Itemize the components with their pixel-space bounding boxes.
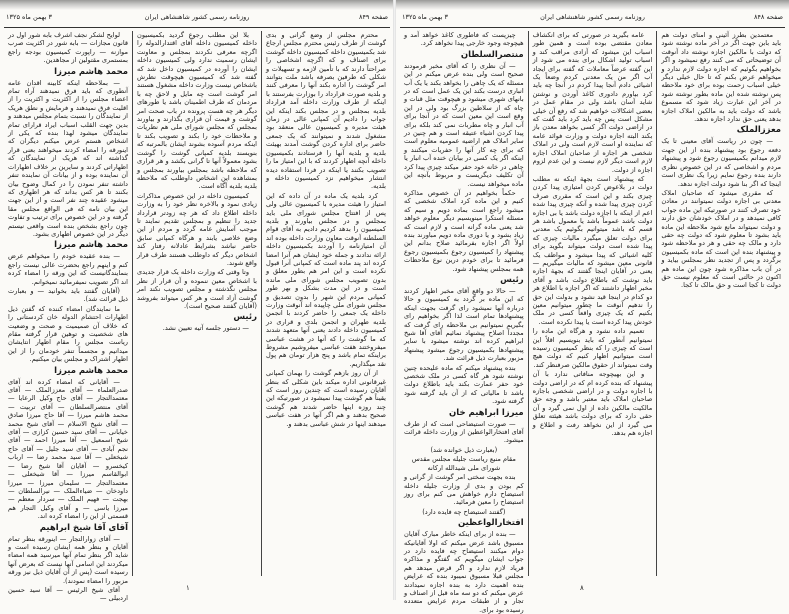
paragraph: — بنده از برای اینکه خاطر مبارک آقایان مسبوق باشد عرض میکنم که اولا آقایانیکه دوام میکنند استیضاح چه فایده دارد در جواب ایشان میگویم که گفتگو و مذاکره فریاد لازم ندارد و اگر قرض میدهد هم مجلس قبلا مسبوق نمیبود بنده که عرایض بنده اهمیت دارد به بنده اجازه نمیدادند عرض میکنم که دو سه ماه قبل از اصناف و تجار و از طبقات مردم عرایض متعدده رسیده بود برای. xyxy=(403,530,524,614)
paragraph: — دستور جلسه آتیه تعیین نشد. xyxy=(162,324,249,333)
newspaper-title: روزنامه رسمی کشور شاهنشاهی ایران xyxy=(540,13,645,21)
issue-date: ۳ بهمن ماه ۱۳۲۵ xyxy=(402,13,449,21)
paragraph: وتا وقتی که وزارت داخله یک قرار جدیدی با اشخاص معین ننموده و آن قرار از نظر مجلس نگذشته و مجلس تصویب نکند امر گوشت آزاد است و هر کس میتواند بفروشد (آقایان گفتند صحیح است). xyxy=(137,268,257,310)
paragraph: کمیسیون داخله در این خصوص مذاکرات زیادی نمود و بالاخره نظر خود را به وزارت داخله اطلاع داد که هر چه زودتر قرارداد جدید را تنظیم و بمجلس تقدیم نمایند تا موجب آسایش عامه گردد و مردم از این وضع خلاصی یابند و هرگاه کمپانی سابق حاضر نباشد بشرایط عادلانه رفتار کند اشخاص دیگر که داوطلب هستند طرف قرار واقع شوند. xyxy=(137,191,257,267)
text-column xyxy=(400,31,529,614)
paragraph: بنده بجهت سختی امر گوشت از گرانی و کم بودن و بدی از وزارت جلیله داخله استیضاح دارم خواهش می کنم برای روز استیضاح را معین فرمائید. xyxy=(403,473,524,507)
paragraph: (گفتند استیضاح چه فایده دارد) xyxy=(422,507,506,516)
paragraph: معتمدین بطرز آئینی و امنای دولت هم باید بابن جهت اگر در آخر ماده نوشته شود که دولت با مالکین اجازه نوشته داد آنوقت آن توضیحاتی که می کنند رفع نمیشود و اگر بخواهیم بگوئیم که اجازه دولت لازم ندارد و میخواهم عرض بکنم که تا حال خیلی دیگر خیلی اسباب زحمت بوده برای خود ملاحظه پس نوشته شده این ماده بطور نوشته شود در آخر این عبارت زیاد شود که مسموع باشد که دولت باید به مالکین املاک اجازه بدهد یعنی حق ندارد اجازه ندهد. xyxy=(661,31,781,124)
paragraph: چیزیست که فاطوری کاغذ خواهد آمد و هیچوجه وجود خارجی پیدا نخواهد کرد. xyxy=(403,31,524,48)
paragraph: (آقایان گفتند باید بخوانید — و بعبارت ذیل قرائت شد). xyxy=(8,286,128,304)
paragraph: — چون در ریاست آقای معینی تا یک دفعه رجوع بود پیشنهاد بنده از این جهت لازم میدانم بکمیسیون رجوع شود و پیشنهاد مردم و اشخاصی که در این خصوص نظری دارند بنده رجوع نمایم زیرا یک نظری است اینجا که اگر بنا شود دولت اجازه ندهد. xyxy=(661,137,781,188)
paragraph: — بنده عقیده خودم را میخواهم عرض کنم و اینهم راجع بحضرت عالی نیست راجع بنمایندگانیست که این ورقه را امضاء کرده اند اگر تصویب نمیفرمائید نمیخوانم. xyxy=(8,252,128,286)
header-rule xyxy=(4,27,390,28)
speaker-heading: میرزا ابراهیم خان xyxy=(449,407,524,418)
paragraph: — حالا دو واقع آقای مخبر اظهار کردند که این ماده بر گردد به کمیسیون و حالا درباره آنها نمیشود رای گرفت بجهت اینکه پیشنهادها تمام است لذا اگر بخواهیم رای بگیریم نمیتوانیم بی ملاحظه رای گرفت که مجدداً اصلاح پیشنهاد نمائیم آقای آقا شیخ ابراهیم کرده اند نوشته میشود با سایر پیشنهادها بکمیسیون رجوع میشود پیشنهاد مزبور بعبارت ذیل قرائت شد. xyxy=(403,286,524,363)
paragraph: — آن نظری را که آقای مخبر فرمودند صحیح است ولی بنده عرض میکنم در این مسئله که یک چاهی را بخواهد بکند یا یک آب انباری درست بکند این یک عمل است که در بانهای شهری میشود و هیچوقت مثل قنات و چاه که از سلاطین بزرگ بود ولی در این وقع است این معین است که در آنجا برای آب انبار و چاه مطربات نمی کند بلکه برای پیدا کردن اشیاء عتیقه است و هم چنین در سایر املاک هم اراضیه عمومیه معلوم است که برای چه کار آنها را حفریات میکنند و اینکه اگر یک کسی در بیابان خنده آب انبار یا چاهی در خانه خود حفر میکند چیزی پیدا کرد آن تکلیف دیگریست و مربوط بآنچه این ماده میخواهد نیست. xyxy=(403,61,524,188)
paragraph: بنده پیشنهاد میکنم که ماده علیحده چنین نوشته شود هر گاه کسی در ملک شخصی خود حفر عمارت بکند باید باطلاع دولت باشد تا مالیاتی که از آن باید گرفته شود گرفته شود. xyxy=(403,363,524,406)
page-number: صفحه ۸۴۹ xyxy=(358,13,388,21)
text-column xyxy=(133,31,262,576)
speaker-heading: معززالملک xyxy=(736,125,781,136)
paragraph: از آن روز بازهم گوشت را بهمان کمپانی غیرقانونی اداره میکند باین شکلی که بنظر آقایان رسیده است که چندین روز است که یقیناً هم گوشت پیدا نمیشود در صورتیکه این چند روزه اینها حاضر شدند هم گوشت صحیح بدهند و هم اگر آنها در هفت عباسی میدهند اینها در شش عباسی بدهند و. xyxy=(266,369,386,428)
newspaper-title: روزنامه رسمی کشور شاهنشاهی ایران xyxy=(144,13,250,21)
page-header xyxy=(6,13,388,25)
speaker-heading: آقای آقا شیخ ابراهیم xyxy=(39,522,128,533)
text-column xyxy=(529,31,658,576)
speaker-heading: رئیس xyxy=(233,312,257,323)
paragraph: تعمیم داده نشود و هرگاه این ماده را نمیتوانیم آنطور که باید بنویسیم اقلاً این است که چیزی را که بنظر کمیسیون رسیده است میتوانیم اظهار کنیم که دولت هیچ وقت نمیتواند از حقوق مالکین صرفنظر کند. xyxy=(532,327,653,369)
columns xyxy=(4,31,390,603)
paragraph: مقام منیع ریاست جلیله مجلس مقدس شورای ملی شیدالله ارکانه xyxy=(411,455,516,472)
page-footer-number: ۸ xyxy=(580,584,584,592)
page-left xyxy=(0,0,394,603)
speaker-heading: محمد هاشم میرزا xyxy=(54,240,128,251)
text-column xyxy=(657,31,785,576)
header-rule xyxy=(400,27,785,28)
paragraph: — آقایانی که امضاء کرده اند آقای صدرالعلماء — آقای معززالملک — آقای معتمدالتجار — آقای حاج وکیل الرعایا — آقای منتصرالسلطان — آقای تربیت — محمد هاشم میرزا — آقا حاج میرزا صادق — آقای شیخ الاسلام — آقای شیخ محمد خیابانی — آقای سید حسین کزازی — آقای شیخ اسمعیل — آقا میرزا احمد — آقای نجم آبادی — آقای سید جلیل — آقای حاج شیخعلی — آقا سید محمد رضا — ارباب کیخسرو — آقایان آقا شیخ رضا — ابوالقاسم میرزا — آقا شیخعلی — معتمدالتجار — سلیمان میرزا — میرزا داودخان — ضیاءالملک — نیرالسلطان — بهجت — فهیم الملک — سردار معظم — میرزا یاسی — و آقای وکیل التجار هم قسمتی از این را امضاء کرده اند. xyxy=(8,377,128,521)
paragraph: — آقای زوارالتجار — اینورقه بنظر تمام آقایان و بنظر همه ایشان رسیده است و شاید اگر بنظر تمام آنها میرسید همه امضاء میکردند این اسامی آنها نیست که بعرض آنها رسیده است (پس از آن آقایان ذیل نیز ورقه مزبور را امضاء نمودند). xyxy=(8,534,128,585)
text-column xyxy=(4,31,133,603)
paragraph: — بملاحظه اینکه کابینه اقدان عامه آنطوری که باید فرق نمیدهند آراء تمام اعضاء مجلس را از اکثریت و اکثریت را از اقلیت فرق نمیدهند و فرمایش و نطق هریک از نمایندگان را نسبت بتمام مجلس میدهند و بدین جهت القلب اسباب ایراد قرارای تمام نمایندگان میشود لهذا بنده که یکی از اشخاص هستم عرض میکنم دیگران که اینورقه را امضاء کردند میخواهند بعنی قرار گذاشته اند که هریک از نمایندگان که اظهاراتی کردند و سایرین بر خلاف اظهارات آن نماینده بوده و از بیانات آن نماینده تنفر داشته تنفر نمودن را در کمال وضوح بیان بکنند تا هر کس بداند که هر اظهاری که میشود عقیده چند نفر است و از این جهت این بیان نامه که فی الواقع مجلس مقا گرفته و در این خصوص برای ترتیب و تفاوت چون راجع بشخص بنده است واقعی نیستم دیگر در این خصوص اظهاری بشود. xyxy=(8,78,128,238)
paragraph: لوایح لشکر نجف اشرف بابه شور اول در قانون مجازات — بابه شور در اکثریت صرب موازنه — راپورت کمیسیون بودجه راجع بمستمری مقتولین از مجاهدین. xyxy=(8,31,128,65)
paragraph: کرد بلدیه یک ماده در آن داده که این امتیاز را هیئت مدیره با کمیسیون عالی ولی پس از افتتاح مجلس شورای ملی باید بمجلس و در مجلس بیاورند و بلدیه کمیسیون را بدهد کردیم دادیم به آقای قوام السلطنه آنوقت معاون وزارت داخله بوده اند آن امتیازنامه را آوردند بکمیسیون داخله ارائه ندادند و جمله خود ایشان هم آنرا امضا کرده اند پند ماده است که کمپانی آنرا قبول نکرده است و این امر هم بطور معلق و بدون تصویب مجلس شورای ملی مانده است و در این مدت بشکل و بهر طور کمپانی مردم این شهر را بدون تصدیق و مجلس شورای ملی چاپیده اند آنوقت وزارت داخله یک جمعی را حاضر کردند با انجمن بلدیه طهران و انجمن بلدی و قراری در کمیسیون داخله دادند یعنی آنها متعهد شدند که ما گوشت را که آنها در هشت عباسی میفروختند هفت عباسی میفروشیم مشروط براینکه تمام باشد و پنج هزار تومان هم پول نقد میگذاریم. xyxy=(266,191,386,368)
paragraph: که پیشنهاد است بجهة اینکه نه مطلب دولت در بلاعوض کردن امتیازی پیدا کردن چیزی بکند و این است که مقرری صرف کردن چیزی پیدا شده و آنکه چیزی پیدا شده اعم از اینکه با اجازه دولت باشد یا بی اجازه دولت باشد عموماً باشد یا معمول باشد هر قسم که باشد میتوانیم بگوئیم یک معدنی برای دولت تعلق میگیرد مالیات چیزی که پیدا شده است دولت میتواند بگوید برای کلیه اشیائی که پیدا میشود و مواظف یک قانونی معین میشود که مالیات میگیریم — یعنی در آقایان اینجا گفتند که بجهة اجازه باید نوشت که باطلاع دولت باشد و آقای مخبر اظهار داشتند که اگر اجازه با اطلاع هر دو کدام در اینجا قید نشود و بدولت این حق را ندهیم آنوقت ما چطور میتوانیم معین بکنیم که یک چیزی واقعاً کسی در ملک خودش پیدا کرده است یا پیدا نکرده است. xyxy=(532,174,653,326)
paragraph: محترم مجلس از وضع گرانی و بدی گوشت از طرف رئیس محترم مجلس ارجاع شد بکمیسیون داخله کمیسیون داخله گوشت برای اصناف و که اگرچه اشخاصی را صراحتاً دارند که با تأمین لازمه و تسهیلات و شکلی که طرفین بصرفه باشد ملت بتوانند امر گوشت را اداره بکند آنها را معرفی کنند و بلدیه صورت قرارداد را بوزارت بفرستند با اینکه از طرف وزارت داخله آمد قرارداد بلدیه بمجلس و در مجلس بکند اینکه این جواب را دادیم آن کمپانی عالی در زمان هیئت مدیره و کمیسیون عالی منعقد بود مشغول شدند و نمیتوانند که یک جمعی حاضر برای اداره کردن گوشت آمدند بهیئت بلدیه و بلدیه آنها را فرستادند بکمیسیون داخله آنچه اظهار کردند که با این امتیاز ما را تصویب بکنند یا اینکه در فردا استفاده دیده انتشار میخواهیم نزد کمیسیون داخله و بلدیه. xyxy=(266,31,386,191)
page-right xyxy=(396,0,789,614)
text-column xyxy=(262,31,390,576)
columns xyxy=(400,31,785,614)
speaker-heading: افتخارالواعظین xyxy=(457,518,524,529)
paragraph: عامه بگیرید در صورتی که برای انکشاف معادن مقتضی بوده است و همین طور اسباب این میشود که آزادی مراقب کند و اسباب تولید اشکال برای بنده می شود از این گفته عرضاً معاملات که گفته برای ایجاد آب اگر من یک معدنی کردم وضعاً یک اشیائی دادم آنجا پیدا کردم در آنجا چه باید کرد بیاورم دادوری کاغذ آوردن و نوشتن شاید آسان باشد ولی در مقام عمل در بعضی اشکالات خواهیم شد که رفع آن خیلی مشکل است پس چه باید کرد باید گفت که در اراضی دولت اگر کسی بخواهد معدن باز بکند البته اجازه دولت و وزارت فوائد عامه که نماینده او است لازم است ولی در املاک شخصی هر اجازه از صاحبان املاک اجازه لازم است دیگر لازم نیست و این عدم لزوم اجازه از دولت. xyxy=(532,31,653,174)
paragraph: که مقرری میشود که صاحبان املاک معدنی بی اجازه دولت نمیتوانند در معادن خود تصرف کنند در صورتیکه این ماده جواب کافی نمیدهد و در املاک خودشان حق دارند و دولت نمیتواند مانع شود ملاحظه این ماده باید بشود تا معلوم شود که دولت چه حقی دارد و مالک چه حقی و هر دو ملاحظه شود و پیشنهاد بنده این است که ماده بکمیسیون برگردد و پس از تجدید نظر بمجلس بیاید و در آن باب مذاکره شود چون این ماده هم اکنون در حالتی است که معلوم نیست حق دولت تا کجا است و حق مالک تا کجا. xyxy=(661,188,781,290)
paragraph: ما نمایندگان امضاء کننده که گفتن ذیل اظهارات احتشام الدوله خان کردستانی را که خلاف آن صمیمیت و صحت و وضعیت های شخصیت و توهین قرار گرفته مقام ریاست مجلس را مقام اظهار انتایشان میدانیم و مجسماً تنفر خودمان را از این اظهار اشتراک و مجلس بیان میکنیم. xyxy=(8,304,128,364)
speaker-heading: منتصرالسلطان xyxy=(460,49,524,60)
issue-date: ۳ بهمن ماه ۱۳۲۵ xyxy=(6,13,53,21)
page-number: صفحه ۸۴۸ xyxy=(753,13,783,21)
speaker-heading: رئیس xyxy=(500,274,524,285)
paragraph: بلا این مطلب رجوع گردید بکمیسیون داخله کمیسیون داخله آقای اقتدارالدوله را اگرچه معرفی نکردند بمجلس و معاونت ایشان رسمیت ندارد ولی کمیسیون داخله ایشان را آورده در کمیسیون داخل شد که گفته شد که کمیسیون هیچوقت نظرش باشخاص نیست وزارت داخله مشغول هستند امر گوشت است چه مایل و لاحق چه با مردمان که طرف اطمینان باشد یا طورهای دیگر هر چه هست پرونده در باب صحت امر گوشت و قیمت آن قراری بگذارند و بیاورند بمجلس که مجلس شورای ملی هم نظریات و ملاحظات خود را بکند و تصویب بکند تا اینکه مردم آسوده بشوند ایشان بالمرتبه که بنویسند بلدیه کمپانی گوشت را گوشت بشود معمولاً آنها تا گرانی بکشد و هر قراری که ملاحظه باشد بمجلس بیاورند بمجلس و بمشاهده این اشخاص داوطلب که ملاحظه بلدیه بلدیه آگاه است. xyxy=(136,31,257,191)
speaker-heading: محمد هاشم میرزا xyxy=(54,66,128,77)
paragraph: و این بهیچوجه منافاتی ندارد با آن پیشنهاد که بنده کرده ام که در اراضی دولت با اجازه دولت و در اراضی شخصی باجازه صاحبان املاک باید معتبر باشد و وجه حق مالکیت مالکین داده از اول نمی گیرد و آن حقی دارد که برای دولت باشد هیئته تعلق می گیرد از این نخواهد رفت و اطلاع و اجازه هم بدهد. xyxy=(532,370,653,438)
paragraph: — صورت استیضاحی است که از طرف آقای افتخارالواعظین از وزارت داخله قرائت میشود. xyxy=(403,419,524,445)
speaker-heading: محمد هاشم میرزا xyxy=(54,365,128,376)
paragraph: حکماً بخواهیم در آن خصوص مذاکره کنیم و این ماده کرد املاک شخصی که میشود راجع است بماده دویم و سیم که مسئله استکرا مینویسیم دیگر معلوم خواهد شد یعنی ماده گرانه است و لازم است که زیاد بشود و یا دوری ماده دویم مباورند بنده اولاً اگر اجازه بفرمائید صلاح بدانم این پیشنهاد را کمیسیون رجوع بکمیسیون رجوع فرمائید تا برای خودم درین نوع ملاحظات همه بمجلس پیشنهاد شود. xyxy=(403,188,524,273)
page-header xyxy=(402,13,783,25)
paragraph: (بعبارت ذیل خوانده شد) xyxy=(430,445,498,454)
page-footer-number: ۱ xyxy=(186,584,190,592)
paragraph: آقای شیخ الرئیس — آقا سید حسین اردبیلی — xyxy=(8,585,128,603)
